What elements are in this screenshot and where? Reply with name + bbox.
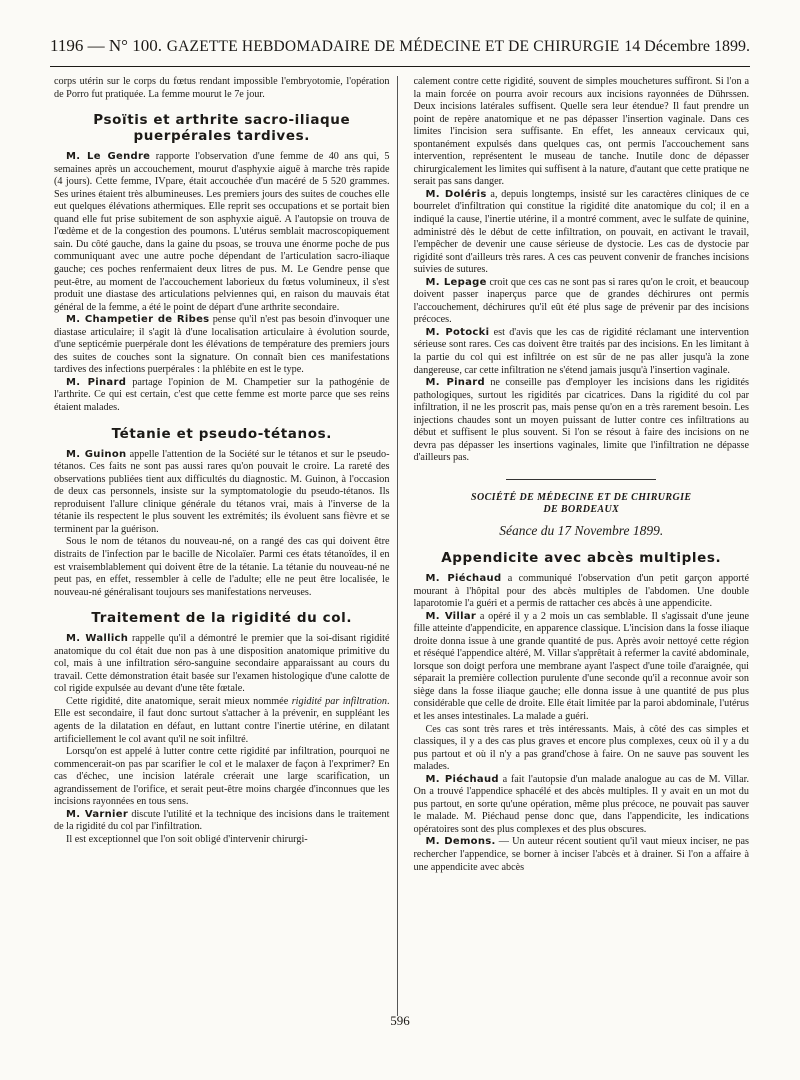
section-title-appendicite: Appendicite avec abcès multiples. (441, 549, 722, 566)
right-column (414, 76, 750, 1016)
speaker-name: M. Le Gendre (66, 151, 151, 163)
speaker-name: M. Champetier de Ribes (66, 314, 210, 326)
paragraph: Il est exceptionnel que l'on soit obligé d'intervenir chirurgi- (66, 833, 308, 845)
speaker-name: M. Wallich (66, 633, 129, 645)
paragraph: Cette rigidité, dite anatomique, serait mieux nommée rigidité par infiltration. Elle est secondaire, il faut donc surtout s'attacher à la prévenir, en suppléant les agents de la dilatation en défaut, en luttant contre l'inertie utérine, en dilatant artificiellement le col avant qu'il ne soit infiltré. (54, 695, 390, 745)
paragraph: M. Le Gendre rapporte l'observation d'une femme de 40 ans qui, 5 semaines après un accouchement, mourut d'asphyxie aiguë à marche très rapide (4 jours). Cette femme, IVpare, était accouchée d'un macéré de 5 520 grammes. Ses urines étaient très albumineuses. Les premiers jours des suites de couches elle eut quelques élévations athermiques. Elle reprit ses occupations et se portait bien quand elle fut prise subitement de son asphyxie aiguë. A l'autopsie on trouva de l'œdème et de la congestion des poumons. L'utérus semblait macroscopiquement sain. Du côté gauche, dans la gaine du psoas, se trouva une énorme poche de pus communiquant avec une autre poche dépendant de l'articulation sacro-iliaque gauche; ces poches renfermaient deux litres de pus. M. Le Gendre pense que peut-être, au moment de l'accouchement laborieux du fœtus volumineux, il s'est produit une diastase des articulations pelviennes qui, en raison du mauvais état général de la femme, a été le point de départ d'une arthrite secondaire. (54, 151, 390, 313)
society-heading: SOCIÉTÉ DE MÉDECINE ET DE CHIRURGIE DE BORDEAUX (471, 491, 692, 516)
paragraph: M. Piéchaud a communiqué l'observation d'un petit garçon apporté mourant à l'hôpital pour des abcès multiples de l'abdomen. Une double laparotomie l'a guéri et a permis de rattacher ces abcès à une appendicite. (413, 572, 749, 610)
issue-date: 14 Décembre 1899. (624, 38, 750, 55)
speaker-name: M. Demons. (425, 836, 496, 848)
speaker-name: M. Piéchaud (425, 572, 502, 584)
paragraph: Sous le nom de tétanos du nouveau-né, on a rangé des cas qui doivent être distraits de l'infection par le bacille de Nicolaïer. Parmi ces états tétanoïdes, il en est vraisemblablement qui doivent être de la tétanie. La tétanie du nouveau-né ne peut pas, en effet, ressembler à celle de l'adulte; elle ne peut être localisée, le nouveau-né généralisant toujours ses manifestations nerveuses. (54, 536, 390, 598)
speaker-name: M. Piéchaud (425, 773, 499, 785)
column-rule (397, 76, 398, 1016)
section-title-tetanie: Tétanie et pseudo-tétanos. (111, 425, 332, 442)
paragraph: M. Potocki est d'avis que les cas de rigidité réclamant une intervention sérieuse sont rares. Ces cas doivent être traités par des incisions. En les limitant à la partie du col qui est infiltrée on est sûr de ne pas aller jusqu'à la zone dangereuse, car cette infiltration ne s'étend jamais jusqu'à l'insertion vaginale. (413, 326, 749, 376)
two-column-body (54, 76, 749, 1016)
paragraph: M. Demons. — Un auteur récent soutient qu'il vaut mieux inciser, ne pas rechercher l'appendice, se borner à inciser l'abcès et à drainer. Si l'on a affaire à une appendicite avec abcès (413, 836, 749, 873)
speaker-name: M. Villar (425, 610, 477, 622)
section-separator (506, 479, 656, 480)
speaker-name: M. Doléris (425, 188, 487, 200)
page-folio: 596 (390, 1013, 410, 1028)
paragraph: M. Villar a opéré il y a 2 mois un cas semblable. Il s'agissait d'une jeune fille atteinte d'appendicite, en apparence classique. L'incision dans la fosse iliaque droite donna issue à une grande quantité de pus. Après avoir nettoyé cette région et réséqué l'appendice altéré, M. Villar s'apprêtait à refermer la cavité abdominale, lorsque son doigt perfora une membrane ayant l'aspect d'une toile d'araignée, qui séparait la première collection purulente d'une seconde qu'il a reconnue avoir son siège dans la fosse iliaque gauche; elle donna issue à une quantité de pus plus considérable que celle de droite. Elle était limitée par la paroi abdominale, l'utérus et les anses intestinales. La malade a guéri. (413, 610, 749, 722)
running-header (50, 36, 750, 67)
paragraph: M. Pinard partage l'opinion de M. Champetier sur la pathogénie de l'arthrite. Ce qui est certain, c'est que cette femme est morte parce que ses reins étaient malades. (54, 376, 390, 414)
section-title-rigidite: Traitement de la rigidité du col. (91, 610, 353, 627)
session-date: Séance du 17 Novembre 1899. (499, 522, 664, 538)
paragraph: Ces cas sont très rares et très intéressants. Mais, à côté des cas simples et classiques, il y a des cas plus graves et encore plus complexes, ceux où il y a du pus partout et où il n'y a pas grand'chose à faire. On ne sauve pas souvent les malades. (413, 723, 749, 773)
speaker-name: M. Pinard (66, 376, 127, 388)
paragraph: M. Champetier de Ribes pense qu'il n'est pas besoin d'invoquer une diastase articulaire; il s'agit là d'une localisation articulaire à évolution sourde, d'une septicémie puerpérale dont les élévations de température des premiers jours des suites de couches sont la signature. On connaît bien ces manifestations tardives des infections puerpérales : la phlébite en est le type. (54, 314, 390, 376)
paragraph: Lorsqu'on est appelé à lutter contre cette rigidité par infiltration, pourquoi ne commencerait-on pas par scarifier le col et le malaxer de façon à l'exprimer? En cas d'échec, une incision latérale créerait une large scarification, un agrandissement de l'orifice, et serait peut-être moins chargée d'inconnues que les incisions rayonnées en tous sens. (54, 746, 390, 808)
paragraph: M. Wallich rappelle qu'il a démontré le premier que la soi-disant rigidité anatomique du col était due non pas à une disposition anatomique primitive du col, mais à une infiltration séro-sanguine secondaire apparaissant au cours du travail. Cette démonstration était basée sur l'examen histologique d'une calotte de col rigide expulsée au devant d'une tête fœtale. (54, 633, 390, 695)
speaker-name: M. Lepage (425, 276, 487, 288)
paragraph: M. Piéchaud a fait l'autopsie d'un malade analogue au cas de M. Villar. On a trouvé l'appendice sphacélé et des abcès multiples. Il y avait en un mot du pus partout, en sorte qu'une opération, même plus précoce, ne pouvait pas sauver le malade. M. Piéchaud pense donc que, dans l'appendicite, les indications opératoires sont des plus complexes et des plus obscures. (413, 773, 749, 835)
section-title-psoitis: Psoïtis et arthrite sacro-iliaque puerpérales tardives. (93, 112, 351, 145)
journal-title: GAZETTE HEBDOMADAIRE DE MÉDECINE ET DE CHIRURGIE (166, 38, 620, 55)
speaker-name: M. Pinard (425, 377, 485, 389)
paragraph: M. Guinon appelle l'attention de la Société sur le tétanos et sur le pseudo-tétanos. Ces faits ne sont pas aussi rares qu'on pouvait le croire. La rareté des observations publiées tient aux difficultés du diagnostic. M. Guinon, à l'occasion de deux cas personnels, insiste sur la symptomatologie du pseudo-tétanos. Ils reproduisent l'allure clinique générale du tétanos vrai, mais à l'inverse de la tétanie ils respectent le plus souvent les extrémités; ils évoluent sans fièvre et se terminent par la guérison. (54, 448, 390, 535)
speaker-name: M. Varnier (66, 808, 129, 820)
page-number: 1196 — N° 100. (50, 36, 162, 55)
speaker-name: M. Potocki (425, 326, 490, 338)
paragraph: M. Varnier discute l'utilité et la technique des incisions dans le traitement de la rigidité du col par l'infiltration. (54, 808, 390, 833)
speaker-name: M. Guinon (66, 448, 127, 460)
paragraph: M. Doléris a, depuis longtemps, insisté sur les caractères cliniques de ce bourrelet d'infiltration qui constitue la rigidité dite anatomique du col; il en a indiqué la cause, l'inertie utérine, il a montré comment, avec le sulfate de quinine, administré dès le début de cette infiltration, on pouvait, en activant le travail, l'empêcher de devenir une cause sérieuse de dystocie. Les cas de dystocie par rigidité sont d'ailleurs très rares. A ces cas peuvent convenir de franches incisions suivies de sutures. (413, 188, 749, 276)
paragraph: M. Pinard ne conseille pas d'employer les incisions dans les rigidités pathologiques, surtout les rigidités par cicatrices. Dans la rigidité du col par infiltration, il ne les proscrit pas, mais pense qu'on en a très rarement besoin. Les injections chaudes sont un moyen puissant de lutter contre ces infiltrations au début et suffisent le plus souvent. Si l'on se résout à faire des incisions on ne devra pas dépasser les insertions vaginales, limite que l'infiltration ne dépasse d'ailleurs pas. (413, 377, 749, 464)
continued-paragraph: corps utérin sur le corps du fœtus rendant impossible l'embryotomie, l'opération de Porro fut pratiquée. La femme mourut le 7e jour. (54, 76, 390, 100)
left-column (54, 76, 390, 1016)
paragraph: M. Lepage croit que ces cas ne sont pas si rares qu'on le croit, et beaucoup doivent passer inaperçus parce que de grandes déchirures ont permis l'accouchement, déchirures qu'il eût été plus sage de prévenir par des incisions précoces. (413, 276, 749, 326)
continued-paragraph: calement contre cette rigidité, souvent de simples mouchetures suffiront. Si l'on a la main forcée on pourra avoir recours aux incisions rayonnées de Dührssen. Deux incisions latérales suffisent. Quelle sera leur étendue? Il faut prendre un point de repère anatomique et ne pas dépasser l'insertion vaginale. Dans ces limites l'incision sera suffisante. En effet, les anneaux cervicaux qui, spontanément expulsés dans quelques cas, ont permis l'accouchement sans intervention, représentent le museau de tanche. Inutile donc de dépasser chirurgicalement les limites qui suffisent à la nature, d'autant que cette pratique ne serait pas sans danger. (413, 76, 749, 188)
